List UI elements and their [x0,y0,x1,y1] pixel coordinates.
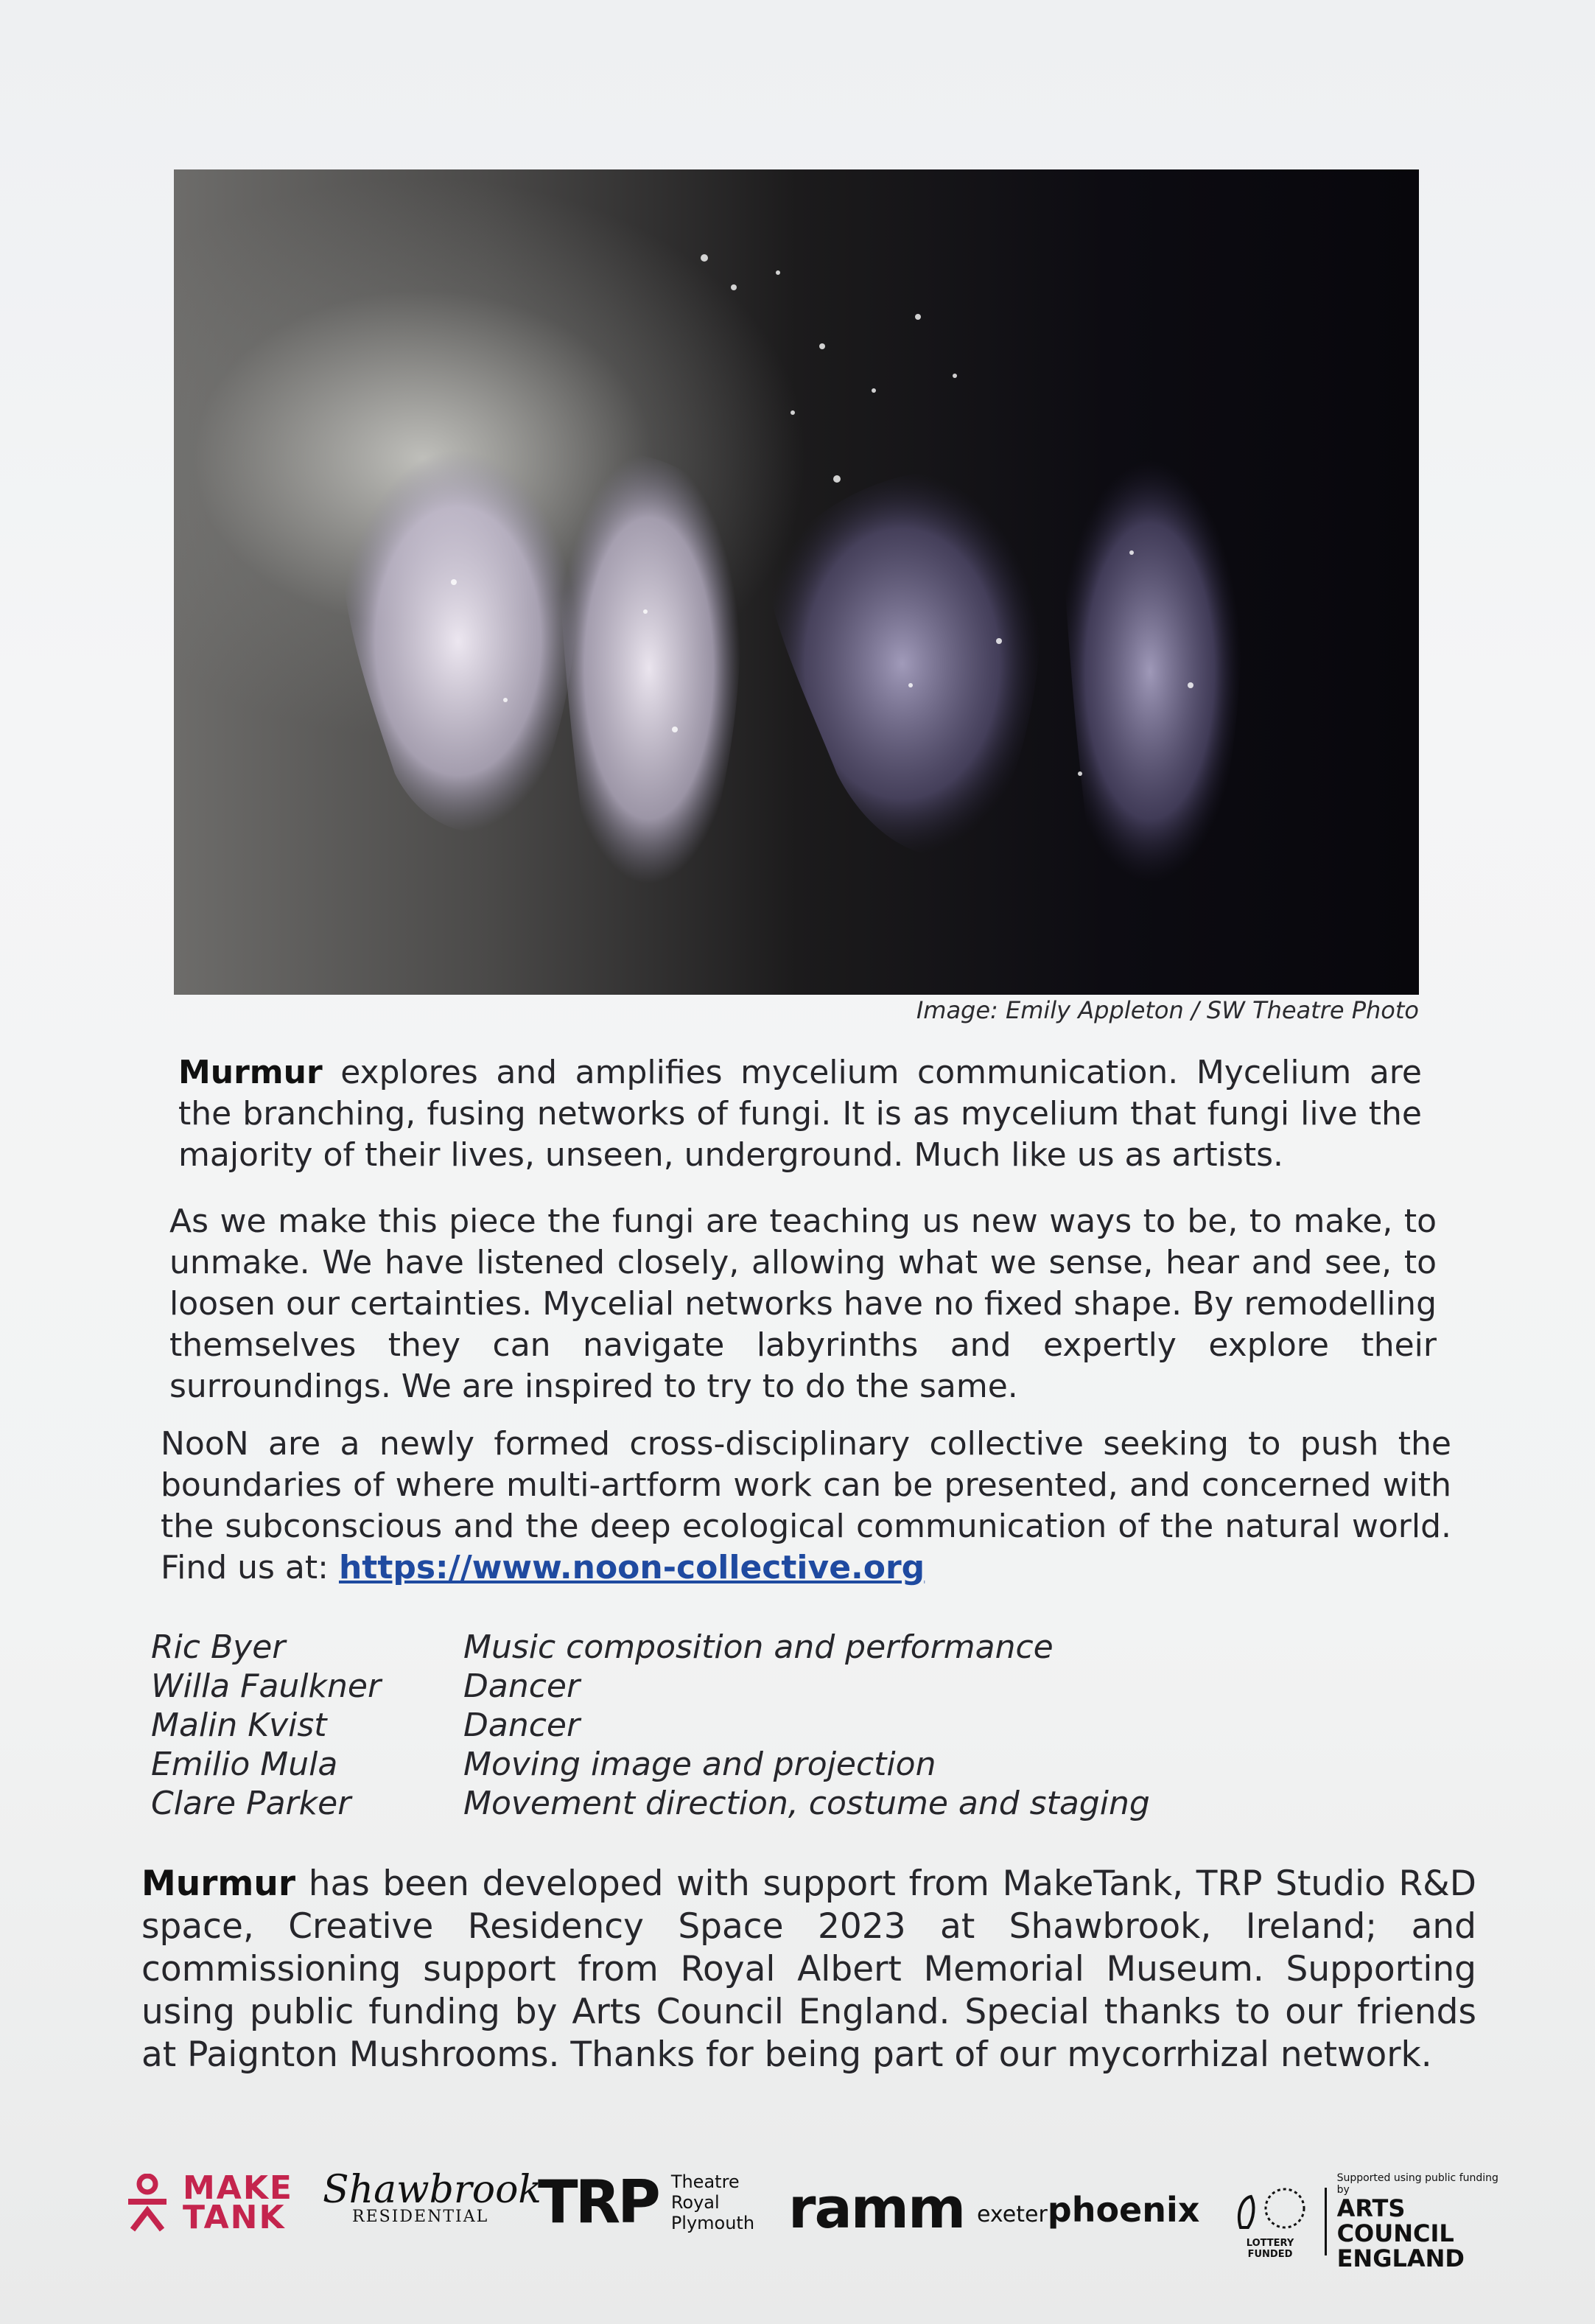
exeter-prefix: exeter [977,2202,1048,2227]
dancers-illustration [174,169,1419,995]
credit-name: Ric Byer [151,1628,286,1666]
shawbrook-logo [323,2168,541,2226]
logo-divider [1325,2188,1327,2255]
credit-role: Music composition and performance [463,1628,1054,1666]
lottery-label: LOTTERY FUNDED [1246,2238,1294,2260]
ramm-logo: ramm [788,2175,965,2241]
exeter-phoenix-logo [977,2190,1199,2230]
collective-paragraph [161,1424,1451,1589]
shawbrook-sub: RESIDENTIAL [352,2208,489,2226]
photo-caption: Image: Emily Appleton / SW Theatre Photo [916,996,1419,1024]
collective-text: NooN are a newly formed cross-disciplinary collective seeking to push the boundaries of where multi-artform work can be presented, and concerned with the subconscious and the deep ecological communication of the natural world. Find us at: [161,1425,1451,1586]
lottery-funded-badge [1226,2183,1314,2260]
sponsor-logos [125,2159,1503,2272]
performance-photo [174,169,1419,995]
credit-role: Dancer [463,1707,581,1744]
process-paragraph: As we make this piece the fungi are teaching us new ways to be, to make, to unmake. We have listened closely, allowing what we sense, hear and see, to loosen our certainties. Mycelial networks have no fixed shape. By remodelling themselves they can navigate labyrinths and expertly explore their surroundings. We are inspired to try to do the same. [169,1203,1437,1405]
ace-line2: ENGLAND [1336,2244,1465,2272]
website-link[interactable]: https://www.noon-collective.org [338,1549,925,1586]
credit-name: Willa Faulkner [151,1667,382,1705]
credit-role: Dancer [463,1667,581,1705]
maketank-figure-icon [125,2174,169,2233]
trp-sub2: Royal [670,2191,720,2213]
ace-supported: Supported using public funding by [1336,2172,1498,2196]
maketank-logo [125,2169,293,2236]
credits-list [151,1628,1150,1824]
maketank-line2: TANK [183,2199,286,2236]
arts-council-logo [1226,2172,1503,2271]
credit-role: Movement direction, costume and staging [463,1785,1150,1822]
credit-name: Emilio Mula [151,1746,338,1783]
ace-line1: ARTS COUNCIL [1336,2194,1454,2247]
lottery-hands-icon [1226,2183,1314,2235]
trp-sub3: Plymouth [670,2212,755,2233]
intro-paragraph [178,1052,1422,1176]
show-title: Murmur [141,1863,296,1904]
credit-row [151,1667,1150,1707]
trp-mark: TRP [538,2168,658,2236]
support-text: has been developed with support from MakeTank, TRP Studio R&D space, Creative Residency Space 2023 at Shawbrook, Ireland; and commissioning support from Royal Albert Memorial Museum. Supporting using public funding by Arts Council England. Special thanks to our friends at Paignton Mushrooms. Thanks for being part of our mycorrhizal network. [141,1863,1476,2075]
intro-text: explores and amplifies mycelium communication. Mycelium are the branching, fusing networks of fungi. It is as mycelium that fungi live the majority of their lives, unseen, underground. Much like us as artists. [178,1054,1422,1174]
phoenix-name: phoenix [1047,2190,1200,2230]
credit-name: Clare Parker [151,1785,351,1822]
trp-logo [538,2168,754,2236]
shawbrook-script: Shawbrook [323,2168,541,2212]
maketank-line1: MAKE [183,2169,293,2207]
show-title: Murmur [178,1054,323,1091]
credit-name: Malin Kvist [151,1707,327,1744]
credit-row [151,1785,1150,1824]
trp-sub1: Theatre [670,2171,740,2192]
credit-row [151,1628,1150,1667]
credit-row [151,1746,1150,1785]
support-paragraph [141,1863,1476,2076]
credit-role: Moving image and projection [463,1746,936,1783]
credit-row [151,1707,1150,1746]
